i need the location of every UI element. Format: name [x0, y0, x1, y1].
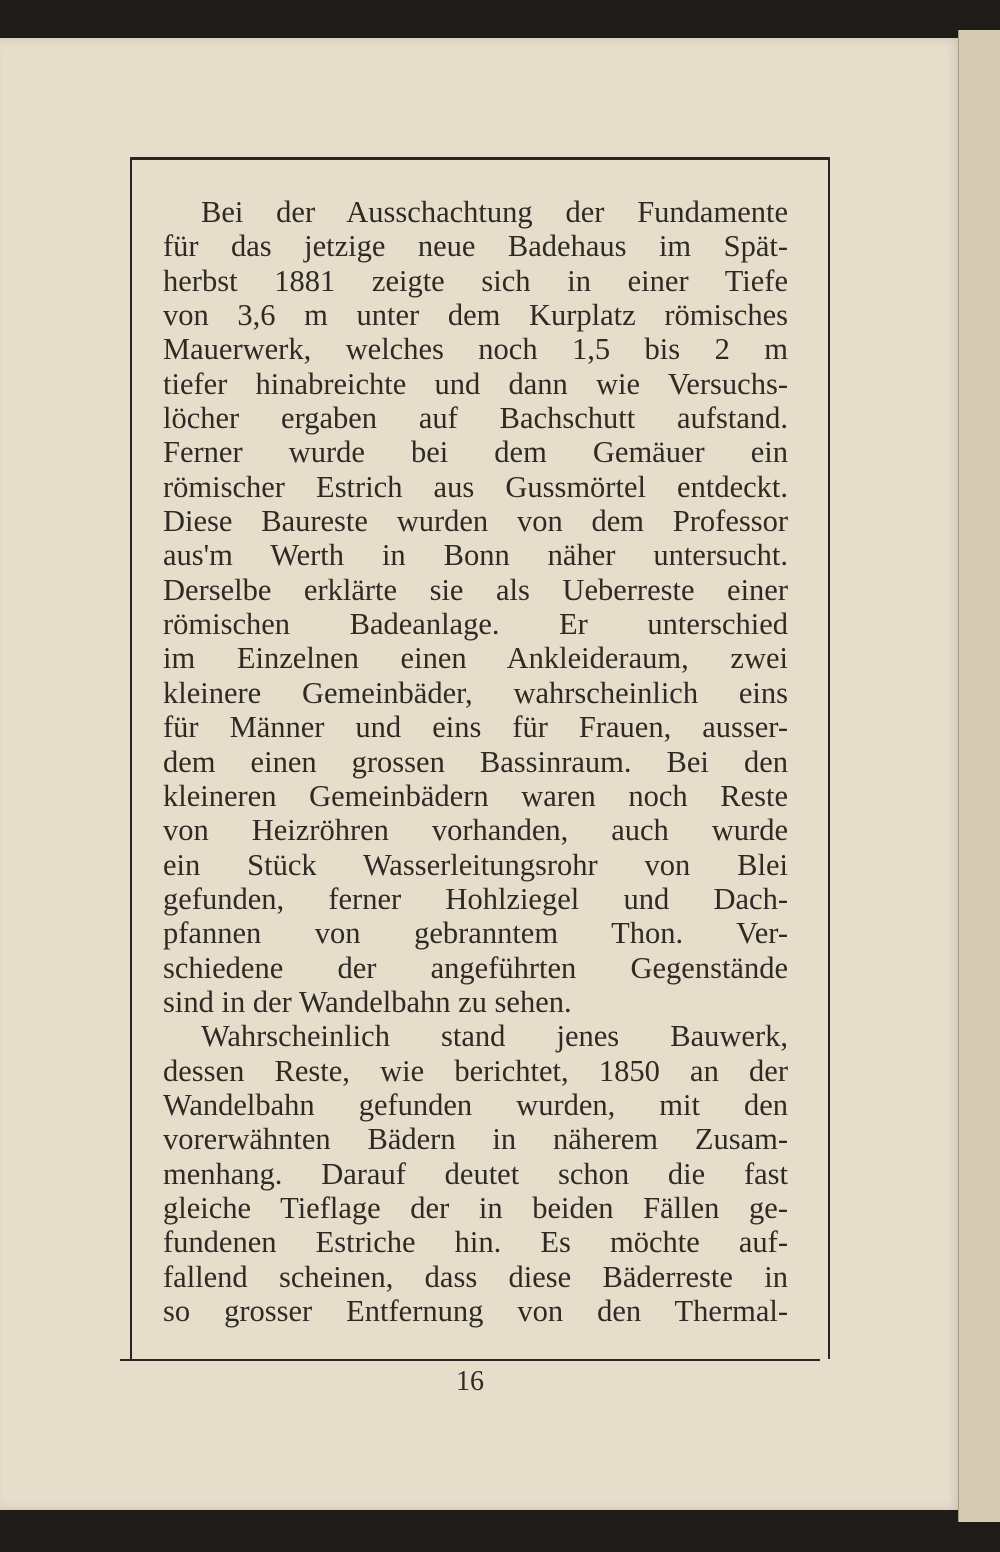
text-line: menhang. Darauf deutet schon die fast [163, 1156, 788, 1191]
text-line: pfannen von gebranntem Thon. Ver- [163, 916, 788, 951]
text-line: sind in der Wandelbahn zu sehen. [163, 984, 572, 1019]
paragraph [163, 195, 788, 1019]
text-line: römischer Estrich aus Gussmörtel entdeckt. [163, 469, 788, 504]
text-line: so grosser Entfernung von den Thermal- [163, 1294, 788, 1328]
text-line: Bei der Ausschachtung der Fundamente [201, 195, 788, 229]
text-line: Diese Baureste wurden von dem Professor [163, 504, 788, 539]
text-line: dem einen grossen Bassinraum. Bei den [163, 744, 788, 779]
text-line: Wandelbahn gefunden wurden, mit den [163, 1087, 788, 1122]
text-line: römischen Badeanlage. Er unterschied [163, 607, 788, 642]
text-line: herbst 1881 zeigte sich in einer Tiefe [163, 263, 788, 298]
text-line: kleineren Gemeinbädern waren noch Reste [163, 778, 788, 813]
text-line: aus'm Werth in Bonn näher untersucht. [163, 538, 788, 573]
text-line: für Männer und eins für Frauen, ausser- [163, 710, 788, 745]
text-line: schiedene der angeführten Gegenstände [163, 950, 788, 985]
page-edge [958, 30, 1000, 1522]
text-line: von 3,6 m unter dem Kurplatz römisches [163, 298, 788, 333]
text-line: gefunden, ferner Hohlziegel und Dach- [163, 881, 788, 916]
text-line: Ferner wurde bei dem Gemäuer ein [163, 435, 788, 470]
text-line: für das jetzige neue Badehaus im Spät- [163, 229, 788, 264]
paragraph [163, 1019, 788, 1328]
text-line: von Heizröhren vorhanden, auch wurde [163, 813, 788, 848]
text-line: dessen Reste, wie berichtet, 1850 an der [163, 1053, 788, 1088]
text-line: ein Stück Wasserleitungsrohr von Blei [163, 847, 788, 882]
text-line: vorerwähnten Bädern in näherem Zusam- [163, 1122, 788, 1157]
text-line: im Einzelnen einen Ankleideraum, zwei [163, 641, 788, 676]
text-line: gleiche Tieflage der in beiden Fällen ge- [163, 1190, 788, 1225]
text-line: fallend scheinen, dass diese Bäderreste in [163, 1259, 788, 1294]
bottom-rule [120, 1359, 820, 1361]
body-text [163, 195, 788, 1328]
text-line: Mauerwerk, welches noch 1,5 bis 2 m [163, 332, 788, 367]
page-number: 16 [456, 1366, 484, 1397]
text-line: kleinere Gemeinbäder, wahrscheinlich eins [163, 675, 788, 710]
text-line: löcher ergaben auf Bachschutt aufstand. [163, 401, 788, 436]
text-line: tiefer hinabreichte und dann wie Versuchs- [163, 366, 788, 401]
text-line: Wahrscheinlich stand jenes Bauwerk, [201, 1019, 788, 1054]
text-line: Derselbe erklärte sie als Ueberreste einer [163, 572, 788, 607]
text-line: fundenen Estriche hin. Es möchte auf- [163, 1225, 788, 1260]
